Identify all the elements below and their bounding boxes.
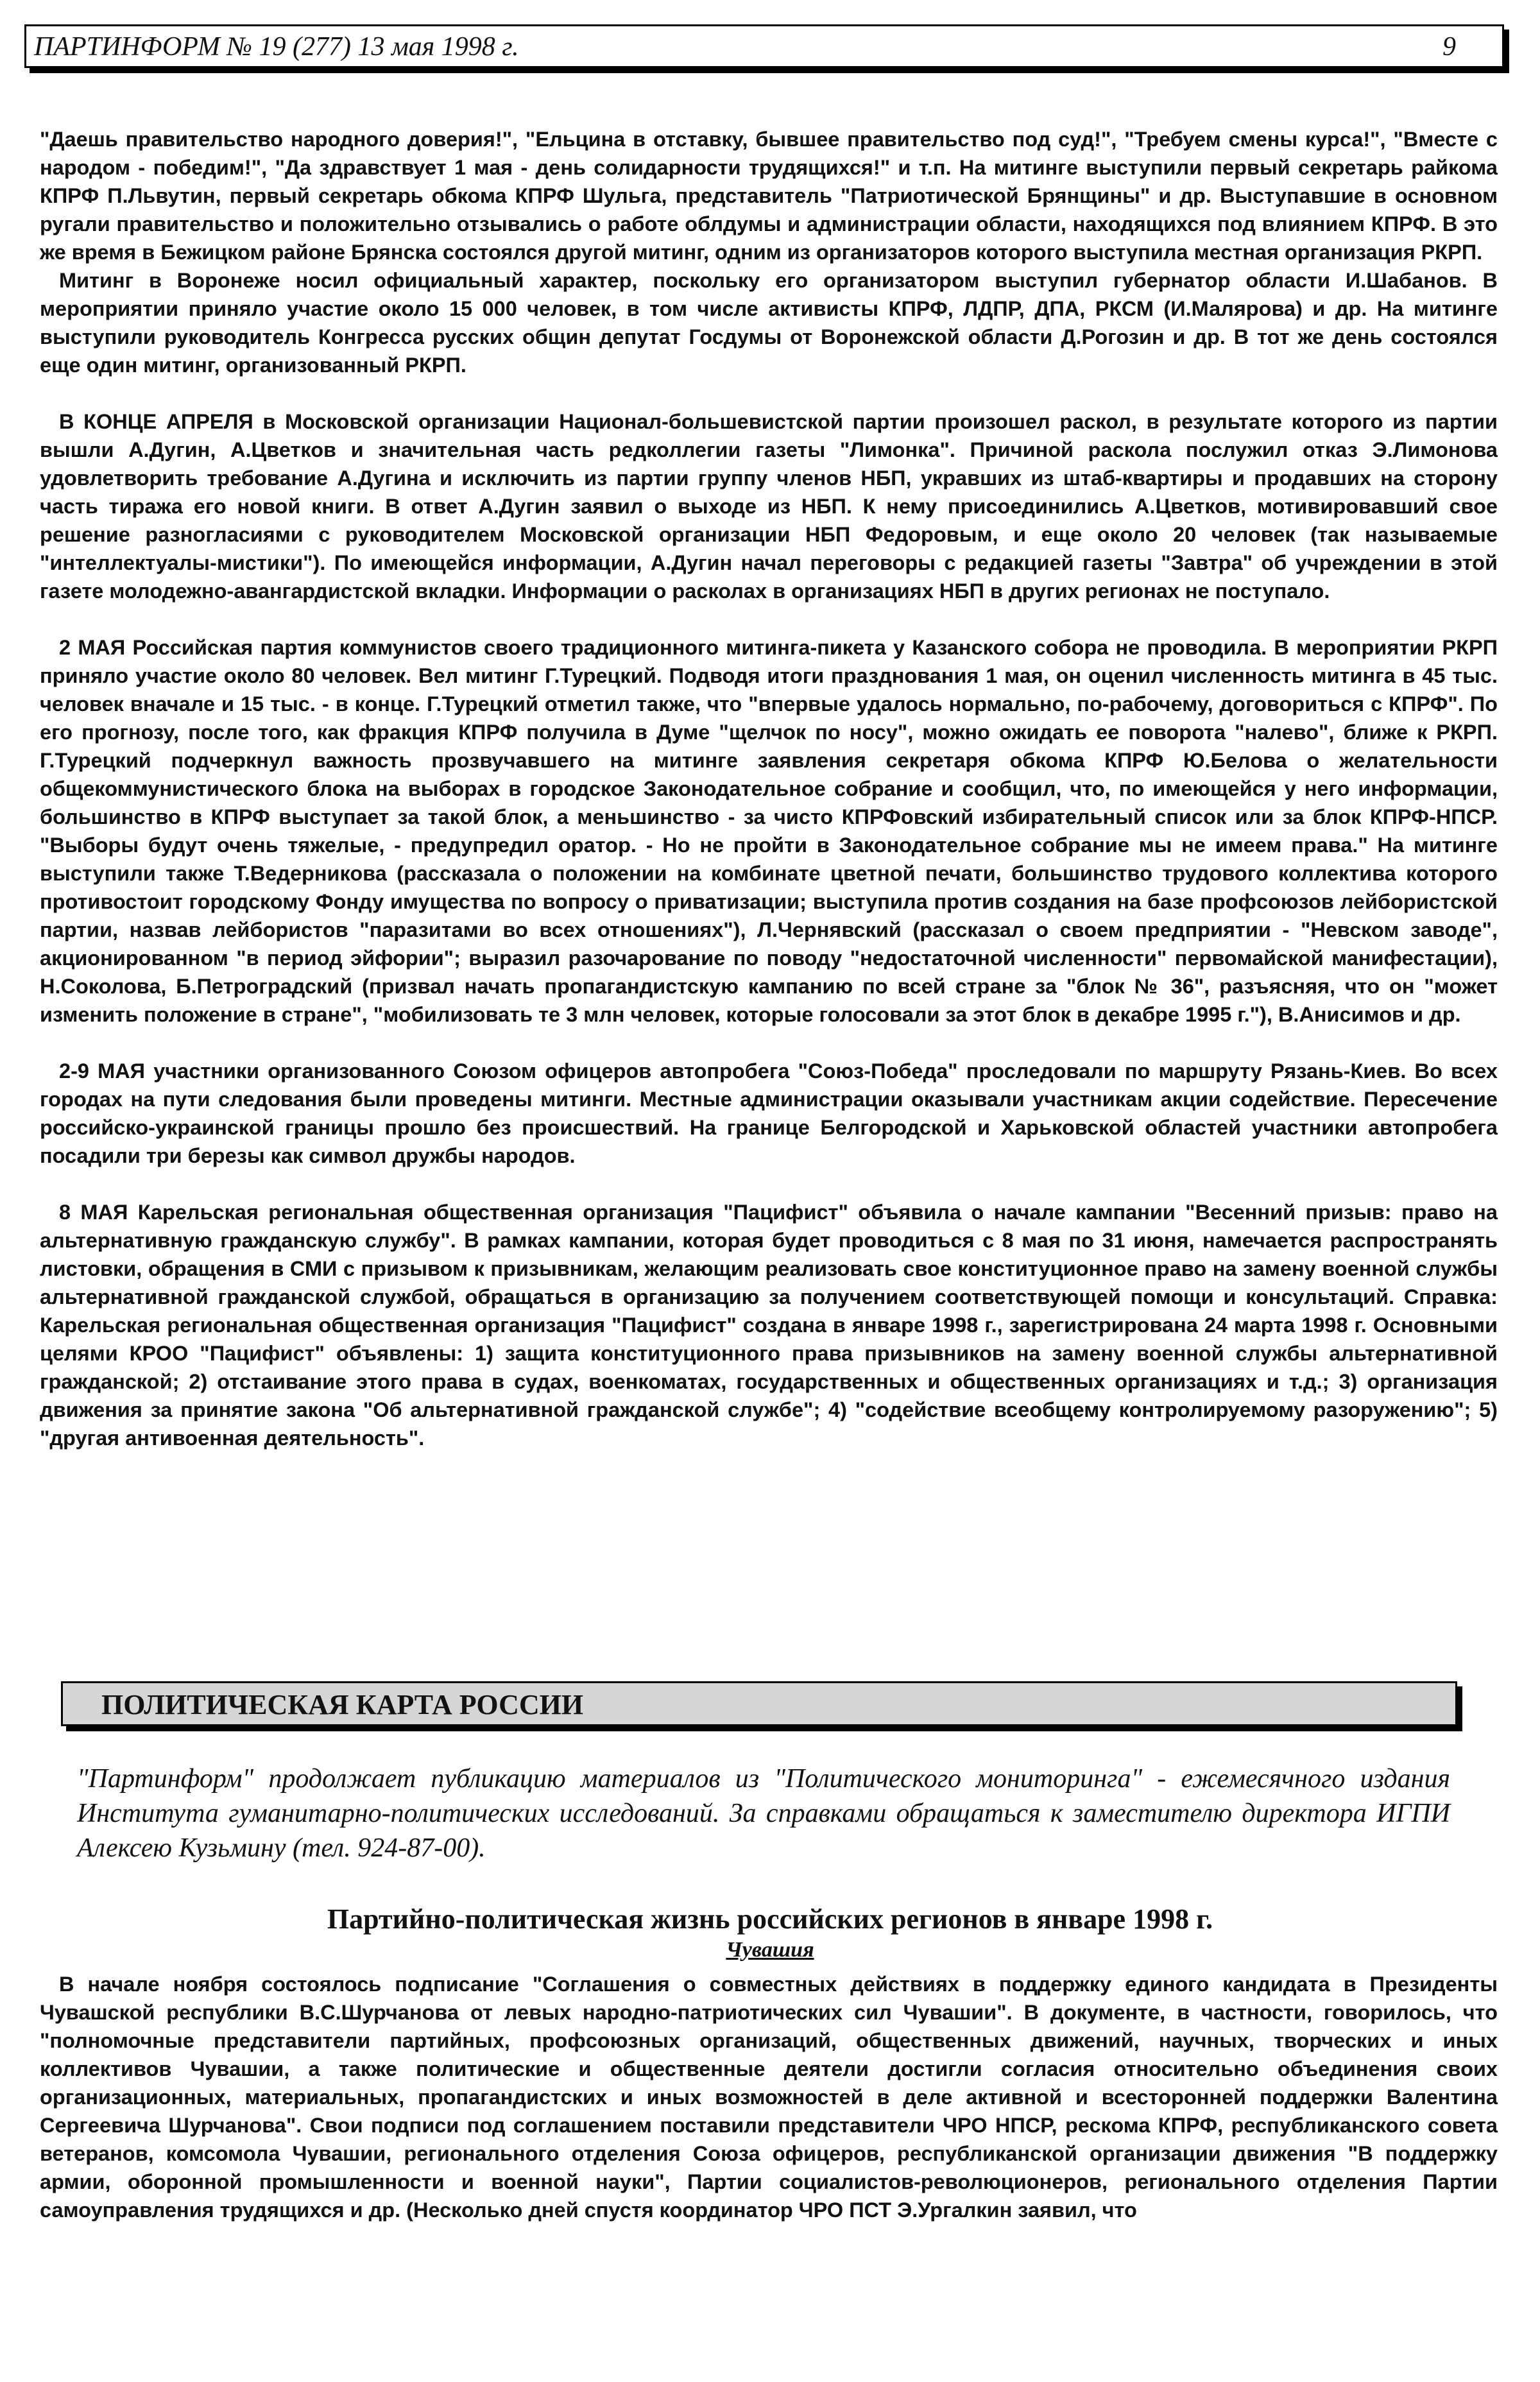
section-title: ПОЛИТИЧЕСКАЯ КАРТА РОССИИ xyxy=(101,1689,584,1720)
paragraph-voronezh-rally: Митинг в Воронеже носил официальный характер, поскольку его организатором выступил губернатор области И.Шабанов. В мероприятии приняло участие около 15 000 человек, в том числе активисты КПРФ, ЛДПР, ДПА, РКСМ (И.Малярова) и др. На митинге выступили руководитель Конгресса русских общин депутат Госдумы от Воронежской области Д.Рогозин и др. В тот же день состоялся еще один митинг, организованный РКРП. xyxy=(40,269,1498,377)
paragraph-bryansk-rally: "Даешь правительство народного доверия!", "Ельцина в отставку, бывшее правительство под суд!", "Требуем смены курса!", "Вместе с народом - победим!", "Да здравствует 1 мая - день солидарности трудящихся!" и т.п. На митинге выступили первый секретарь райкома КПРФ П.Львутин, первый секретарь обкома КПРФ Шульга, представитель "Патриотической Брянщины" и др. Выступавшие в основном ругали правительство и положительно отзывались о работе облдумы и администрации области, находящихся под влиянием КПРФ. В это же время в Бежицком районе Брянска состоялся другой митинг, одним из организаторов которого выступила местная организация РКРП. xyxy=(40,128,1498,264)
region-heading: Чувашия xyxy=(726,1938,814,1962)
publication-title: ПАРТИНФОРМ № 19 (277) 13 мая 1998 г. xyxy=(34,32,519,62)
paragraph-may-8: 8 МАЯ Карельская региональная общественная организация "Пацифист" объявила о начале кампании "Весенний призыв: право на альтернативную гражданскую службу". В рамках кампании, которая будет проводиться с 8 мая по 31 июня, намечается распространять листовки, обращения в СМИ с призывом к призывникам, желающим реализовать свое конституционное право на замену военной службы альтернативной гражданской службой, обращаться в организацию за получением соответствующей помощи и консультаций. Справка: Карельская региональная общественная организация "Пацифист" создана в январе 1998 г., зарегистрирована 24 марта 1998 г. Основными целями КРОО "Пацифист" объявлены: 1) защита конституционного права призывников на замену военной службы альтернативной гражданской; 2) отстаивание этого права в судах, военкоматах, государственных и общественных организациях и т.д.; 3) организация движения за принятие закона "Об альтернативной гражданской службе"; 4) "содействие всеобщему контролируемому разоружению"; 5) "другая антивоенная деятельность". xyxy=(40,1201,1498,1450)
paragraph-may-2-9: 2-9 МАЯ участники организованного Союзом офицеров автопробега "Союз-Победа" проследовали по маршруту Рязань-Киев. Во всех городах на пути следования были проведены митинги. Местные администрации оказывали участникам акции содействие. Пересечение российско-украинской границы прошло без происшествий. На границе Белгородской и Харьковской областей участники автопробега посадили три березы как символ дружбы народов. xyxy=(40,1059,1498,1167)
paragraph-may-2: 2 МАЯ Российская партия коммунистов своего традиционного митинга-пикета у Казанского собора не проводила. В мероприятии РКРП приняло участие около 80 человек. Вел митинг Г.Турецкий. Подводя итоги празднования 1 мая, он оценил численность митинга в 45 тыс. человек вначале и 15 тыс. - в конце. Г.Турецкий отметил также, что "впервые удалось нормально, по-рабочему, договориться с КПРФ". По его прогнозу, после того, как фракция КПРФ получила в Думе "щелчок по носу", можно ожидать ее поворота "налево", ближе к РКРП. Г.Турецкий подчеркнул важность прозвучавшего на митинге заявления секретаря обкома КПРФ Ю.Белова о желательности общекоммунистического блока на выборах в городское Законодательное собрание и сообщил, что, по имеющейся у него информации, большинство в КПРФ выступает за такой блок, а меньшинство - за чисто КПРФовский избирательный список или за блок КПРФ-НПСР. "Выборы будут очень тяжелые, - предупредил оратор. - Но не пройти в Законодательное собрание мы не имеем права." На митинге выступили также Т.Ведерникова (рассказала о положении на комбинате цветной печати, большинство трудового коллектива которого противостоит городскому Фонду имущества по вопросу о приватизации; выступила против создания на базе профсоюзов лейбористской партии, назвав лейбористов "паразитами во всех отношениях"), Л.Чернявский (рассказал о своем предприятии - "Невском заводе", акционированном "в период эйфории"; выразил разочарование по поводу "недостаточной численности" первомайской манифестации), Н.Соколова, Б.Петроградский (призвал начать пропагандистскую кампанию по всей стране за "блок № 36", разъясняя, что он "может изменить положение в стране", "мобилизовать те 3 млн человек, которые голосовали за этот блок в декабре 1995 г."), В.Анисимов и др. xyxy=(40,636,1498,1026)
section-intro: "Партинформ" продолжает публикацию материалов из "Политического мониторинга" - ежемесячного издания Института гуманитарно-политических исследований. За справками обращаться к заместителю директора ИГПИ Алексею Кузьмину (тел. 924-87-00). xyxy=(77,1764,1450,1863)
paragraph-nbp-split: В КОНЦЕ АПРЕЛЯ в Московской организации Национал-большевистской партии произошел раскол, в результате которого из партии вышли А.Дугин, А.Цветков и значительная часть редколлегии газеты "Лимонка". Причиной раскола послужил отказ Э.Лимонова удовлетворить требование А.Дугина и исключить из партии группу членов НБП, укравших из штаб-квартиры и продавших на сторону часть тиража его новой книги. В ответ А.Дугин заявил о выходе из НБП. К нему присоединились А.Цветков, мотивировавший свое решение разногласиями с руководителем Московской организации НБП Федоровым, и еще около 20 человек (так называемые "интеллектуалы-мистики"). По имеющейся информации, А.Дугин начал переговоры с редакцией газеты "Завтра" об учреждении в этой газете молодежно-авангардистской вкладки. Информации о расколах в организациях НБП в других регионах не поступало. xyxy=(40,410,1498,603)
section-header xyxy=(61,1681,1457,1726)
news-column xyxy=(40,125,1498,1452)
region-article-body xyxy=(40,1970,1498,2224)
page-header xyxy=(24,24,1504,68)
article-title: Партийно-политическая жизнь российских регионов в январе 1998 г. xyxy=(327,1903,1213,1935)
page-number: 9 xyxy=(1442,32,1456,62)
chuvashia-paragraph: В начале ноября состоялось подписание "Соглашения о совместных действиях в поддержку единого кандидата в Президенты Чувашской республики В.С.Шурчанова от левых народно-патриотических сил Чувашии". В документе, в частности, говорилось, что "полномочные представители партийных, профсоюзных организаций, общественных движений, научных, творческих и иных коллективов Чувашии, а также политические и общественные деятели достигли согласия относительно объединения своих организационных, материальных, пропагандистских и иных возможностей в деле активной и всесторонней поддержки Валентина Сергеевича Шурчанова". Свои подписи под соглашением поставили представители ЧРО НПСР, рескома КПРФ, республиканского совета ветеранов, комсомола Чувашии, регионального отделения Союза офицеров, республиканской организации движения "В поддержку армии, оборонной промышленности и военной науки", Партии социалистов-революционеров, регионального отделения Партии самоуправления трудящихся и др. (Несколько дней спустя координатор ЧРО ПСТ Э.Ургалкин заявил, что xyxy=(40,1973,1498,2222)
